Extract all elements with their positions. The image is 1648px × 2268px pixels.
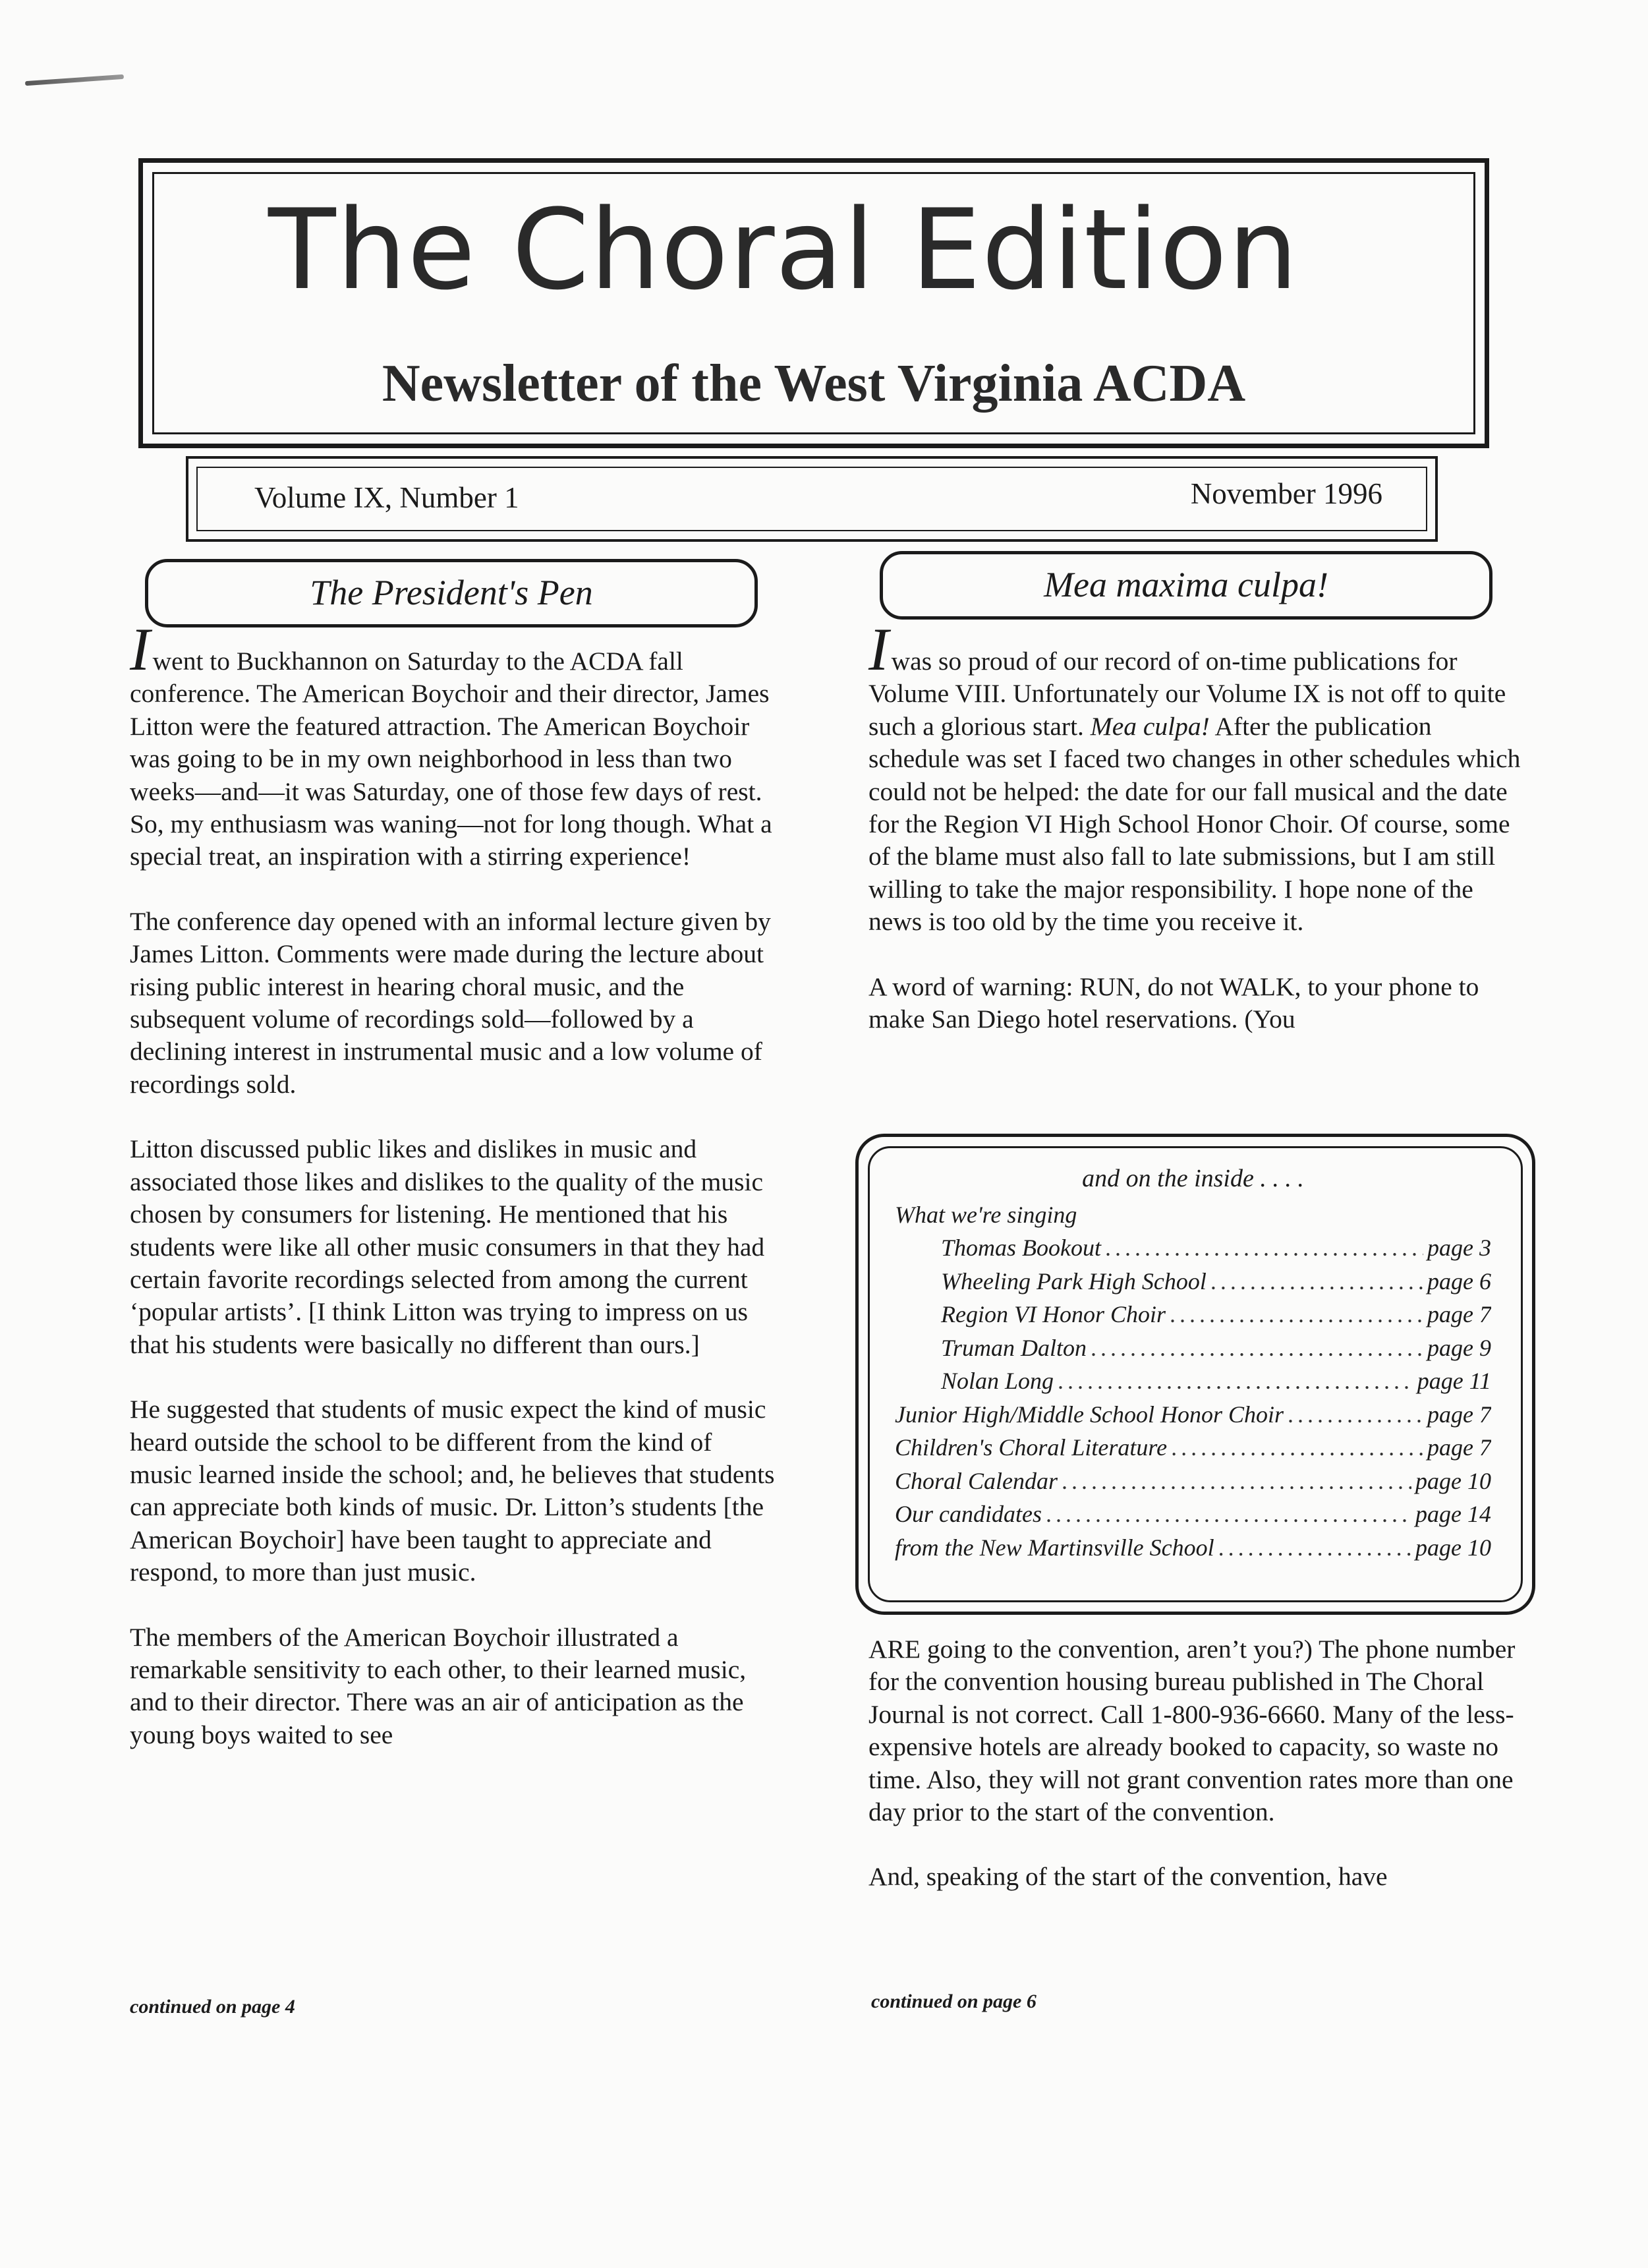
article-paragraph — [868, 616, 1521, 939]
article-paragraph — [130, 616, 776, 873]
toc-title: and on the inside . . . . — [1082, 1165, 1304, 1192]
toc-item: Children's Choral Literature ..... page 7 — [895, 1431, 1491, 1465]
paragraph-text: After the publication schedule was set I faced two changes in other schedules which could not be helped: the date for our fall musical and the date for the Region VI High School Honor Choir. Of course, some of the blame must also fall to late submissions, but I am still willing to take the major responsibility. I hope none of the news is too old by the time you receive it. — [868, 711, 1521, 937]
toc-item: from the New Martinsville School ..... page 10 — [895, 1531, 1491, 1565]
issue-bar — [186, 456, 1438, 542]
toc-item: Region VI Honor Choir ..... page 7 — [895, 1298, 1491, 1331]
issue-date: November 1996 — [1190, 477, 1382, 510]
article-paragraph: The conference day opened with an informal lecture given by James Litton. Comments were made during the lecture about rising public interest in hearing choral music, and the subsequent volume of recordings sold—followed by a declining interest in instrumental music and a low volume of recordings sold. — [130, 906, 771, 1099]
mea-culpa-article-continued — [868, 1633, 1521, 1894]
presidents-pen-article — [130, 616, 776, 1784]
paragraph-text: went to Buckhannon on Saturday to the ACDA fall conference. The American Boychoir and their director, James Litton were the featured attraction. The American Boychoir was going to be in my own neighborhood in less than two weeks—and—it was Saturday, one of those few days of rest. So, my enthusiasm was waning—not for long though. What a special treat, an inspiration with a stirring experience! — [130, 647, 772, 871]
mea-culpa-heading: Mea maxima culpa! — [880, 551, 1492, 620]
toc-item: Thomas Bookout ..... page 3 — [895, 1231, 1491, 1265]
toc-item: Nolan Long ..... page 11 — [895, 1364, 1491, 1398]
presidents-pen-heading: The President's Pen — [145, 559, 758, 627]
table-of-contents-box — [855, 1134, 1535, 1615]
volume-number: Volume IX, Number 1 — [254, 481, 519, 514]
paragraph-text: was so proud of our record of on-time publications for Volume VIII. Unfortunately our Volume IX is not off to quite such a glorious start. — [868, 647, 1506, 741]
continued-note: continued on page 4 — [130, 1996, 295, 2018]
article-paragraph: A word of warning: RUN, do not WALK, to your phone to make San Diego hotel reservations. (You — [868, 972, 1479, 1034]
continued-note: continued on page 6 — [871, 1991, 1037, 2012]
emphasis-text: Mea culpa! — [1090, 711, 1210, 741]
newsletter-subtitle: Newsletter of the West Virginia ACDA — [382, 355, 1246, 413]
newsletter-title: The Choral Edition — [268, 185, 1299, 314]
drop-cap: I — [868, 616, 889, 683]
article-paragraph: The members of the American Boychoir illustrated a remarkable sensitivity to each other, to their learned music, and to their director. There was an air of anticipation as the young boys waited to see — [130, 1622, 747, 1749]
toc-item: Wheeling Park High School ..... page 6 — [895, 1265, 1491, 1298]
masthead — [138, 158, 1489, 448]
article-paragraph: Litton discussed public likes and dislikes in music and associated those likes and dislikes to the quality of the music chosen by consumers for listening. He mentioned that his students were like all other music consumers in that they had certain favorite recordings selected from among the current ‘popular artists’. [I think Litton was trying to impress on us that his students were basically no different than ours.] — [130, 1134, 765, 1359]
article-paragraph: And, speaking of the start of the convention, have — [868, 1862, 1388, 1892]
article-paragraph: ARE going to the convention, aren’t you?) The phone number for the convention housing bureau published in The Choral Journal is not correct. Call 1-800-936-6660. Many of the less-expensive hotels are already booked to capacity, so waste no time. Also, they will not grant convention rates more than one day prior to the start of the convention. — [868, 1635, 1516, 1827]
toc-item: Our candidates ..... page 14 — [895, 1497, 1491, 1531]
pen-mark — [25, 74, 124, 86]
toc-item: Choral Calendar ..... page 10 — [895, 1465, 1491, 1498]
toc-item: Truman Dalton ..... page 9 — [895, 1331, 1491, 1365]
article-paragraph: He suggested that students of music expect the kind of music heard outside the school to be different from the kind of music learned inside the school; and, he believes that students can appreciate both kinds of music. Dr. Litton’s students [the American Boychoir] have been taught to appreciate and respond, to more than just music. — [130, 1395, 775, 1587]
toc-item: Junior High/Middle School Honor Choir ..... page 7 — [895, 1398, 1491, 1432]
drop-cap: I — [130, 616, 150, 683]
toc-group-label: What we're singing — [895, 1201, 1077, 1228]
mea-culpa-article — [868, 616, 1521, 1068]
